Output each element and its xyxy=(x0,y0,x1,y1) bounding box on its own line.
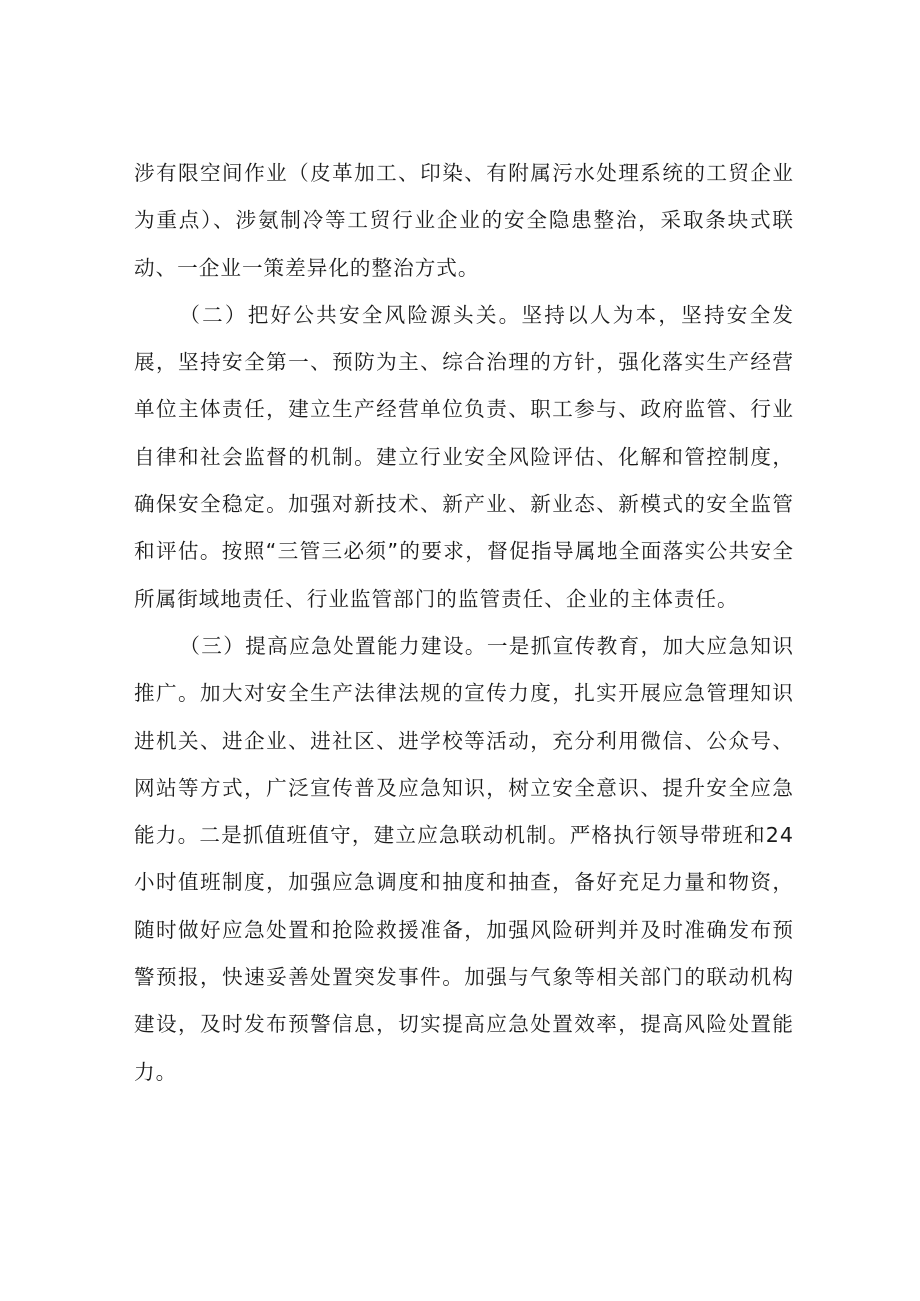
paragraph-hazard-rectification: 涉有限空间作业（皮革加工、印染、有附属污水处理系统的工贸企业为重点）、涉氨制冷等工贸行业企业的安全隐患整治，采取条块式联动、一企业一策差异化的整治方式。 xyxy=(134,161,794,280)
paragraph-public-safety-risk: （二）把好公共安全风险源头关。坚持以人为本，坚持安全发展，坚持安全第一、预防为主、综合治理的方针，强化落实生产经营单位主体责任，建立生产经营单位负责、职工参与、政府监管、行业自律和社会监督的机制。建立行业安全风险评估、化解和管控制度，确保安全稳定。加强对新技术、新产业、新业态、新模式的安全监管和评估。按照“三管三必须”的要求，督促指导属地全面落实公共安全所属街域地责任、行业监管部门的监管责任、企业的主体责任。 xyxy=(134,302,794,611)
document-body xyxy=(134,150,794,1096)
paragraph-emergency-capability: （三）提高应急处置能力建设。一是抓宣传教育，加大应急知识推广。加大对安全生产法律法规的宣传力度，扎实开展应急管理知识进机关、进企业、进社区、进学校等活动，充分利用微信、公众号、网站等方式，广泛宣传普及应急知识，树立安全意识、提升安全应急能力。二是抓值班值守，建立应急联动机制。严格执行领导带班和24小时值班制度，加强应急调度和抽度和抽查，备好充足力量和物资，随时做好应急处置和抢险救援准备，加强风险研判并及时准确发布预警预报，快速妥善处置突发事件。加强与气象等相关部门的联动机构建设，及时发布预警信息，切实提高应急处置效率，提高风险处置能力。 xyxy=(134,633,794,1084)
